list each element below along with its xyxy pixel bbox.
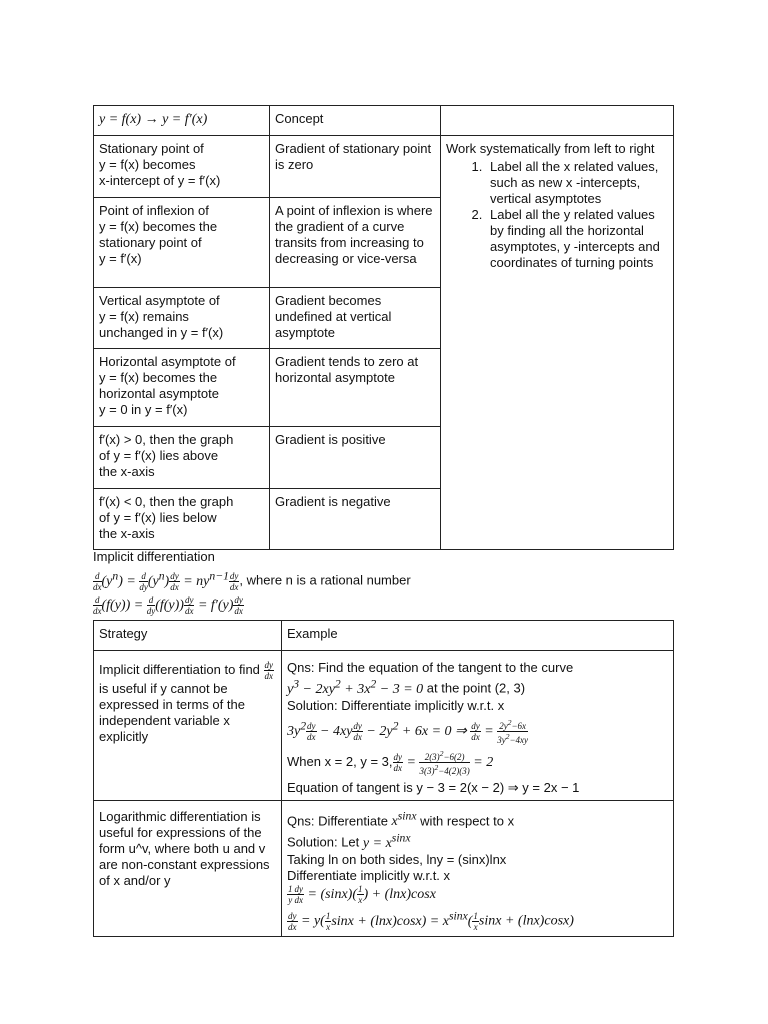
method-intro: Work systematically from left to right	[446, 141, 655, 156]
header-example: Example	[282, 621, 674, 651]
method-list	[446, 159, 668, 271]
row-cell-concept: Gradient becomes undefined at vertical asymptote	[270, 288, 441, 349]
table-row	[94, 136, 674, 198]
row-cell-concept: Gradient tends to zero at horizontal asymptote	[270, 349, 441, 427]
strategy-cell: Implicit differentiation to find $\frac{dy}{dx}$ is useful if y cannot be expressed in terms of the independent variable x explicitly	[94, 651, 282, 801]
table-row	[94, 800, 674, 936]
header-strategy: Strategy	[94, 621, 282, 651]
table-header-row	[94, 621, 674, 651]
list-item: 2. Label all the y related values by finding all the horizontal asymptotes, y -intercepts and coordinates of turning points	[486, 207, 668, 271]
row-cell-function: Stationary point of y = f(x) becomes x-intercept of y = f′(x)	[94, 136, 270, 198]
strategy-table	[93, 620, 674, 937]
list-item: 1. Label all the x related values, such as new x -intercepts, vertical asymptotes	[486, 159, 668, 207]
table-row	[94, 651, 674, 801]
example-cell: Qns: Differentiate $x^{sinx}$ with respect to x Solution: Let $y = x^{sinx}$ Taking ln on both sides, lny = (sinx)lnx Differentiate implicitly w.r.t. x $\frac{1}{y}$ $\frac{dy}{dx}$ = (sinx)( $\frac{1}{x}$ ) + (lnx)cosx $\frac{dy}{dx}$ = y( $\frac{1}{x}$ $\sin x + (\ln x)\cos x) = x^{sinx}$( $\frac{1}{x}$ sinx + (lnx)cosx)	[282, 800, 674, 936]
implicit-formula-1: $\frac{d}{dx}$ $(y^n)$ = $\frac{d}{dy}$ $(y^n)$ $\frac{dy}{dx}$ = $ny^{n-1}$ $\frac{dy}{dx}$ , where n is a rational number	[93, 569, 411, 592]
example-cell: Qns: Find the equation of the tangent to the curve $y^3 - 2xy^2 + 3x^2 - 3 = 0$ at the point (2, 3) Solution: Differentiate implicitly w.r.t. x $3y^2$ $\frac{dy}{dx}$ − 4xy $\frac{dy}{dx}$ − $2y^2 + 6x = 0$ ⇒ $\frac{dy}{dx}$ = $\frac{2y^2-6x}{3y^2-4xy}$ When x = 2, y = 3, $\frac{dy}{dx}$ = $\frac{2(3)^2-6(2)}{3(3)^2-4(2)(3)}$ = 2 Equation of tangent is y − 3 = 2(x − 2) ⇒ y = 2x − 1	[282, 651, 674, 801]
row-cell-function: f′(x) < 0, then the graph of y = f′(x) lies below the x-axis	[94, 489, 270, 550]
header-function: y = f(x) → y = f′(x)	[94, 106, 270, 136]
header-concept: Concept	[270, 106, 441, 136]
row-cell-concept: Gradient of stationary point is zero	[270, 136, 441, 198]
row-cell-function: Point of inflexion of y = f(x) becomes the stationary point of y = f′(x)	[94, 198, 270, 288]
implicit-heading: Implicit differentiation	[93, 549, 215, 564]
row-cell-function: Horizontal asymptote of y = f(x) becomes the horizontal asymptote y = 0 in y = f′(x)	[94, 349, 270, 427]
row-cell-concept: A point of inflexion is where the gradient of a curve transits from increasing to decreasing or vice-versa	[270, 198, 441, 288]
method-cell	[441, 136, 674, 550]
strategy-cell: Logarithmic differentiation is useful for expressions of the form u^v, where both u and v are non-constant expressions of x and/or y	[94, 800, 282, 936]
row-cell-function: Vertical asymptote of y = f(x) remains unchanged in y = f′(x)	[94, 288, 270, 349]
row-cell-concept: Gradient is positive	[270, 427, 441, 489]
implicit-formula-2: $\frac{d}{dx}$ (f(y)) = $\frac{d}{dy}$ (f(y)) $\frac{dy}{dx}$ = f′(y) $\frac{dy}{dx}$	[93, 595, 243, 616]
concept-table	[93, 105, 674, 550]
table-header-row	[94, 106, 674, 136]
row-cell-function: f′(x) > 0, then the graph of y = f′(x) lies above the x-axis	[94, 427, 270, 489]
header-empty	[441, 106, 674, 136]
row-cell-concept: Gradient is negative	[270, 489, 441, 550]
